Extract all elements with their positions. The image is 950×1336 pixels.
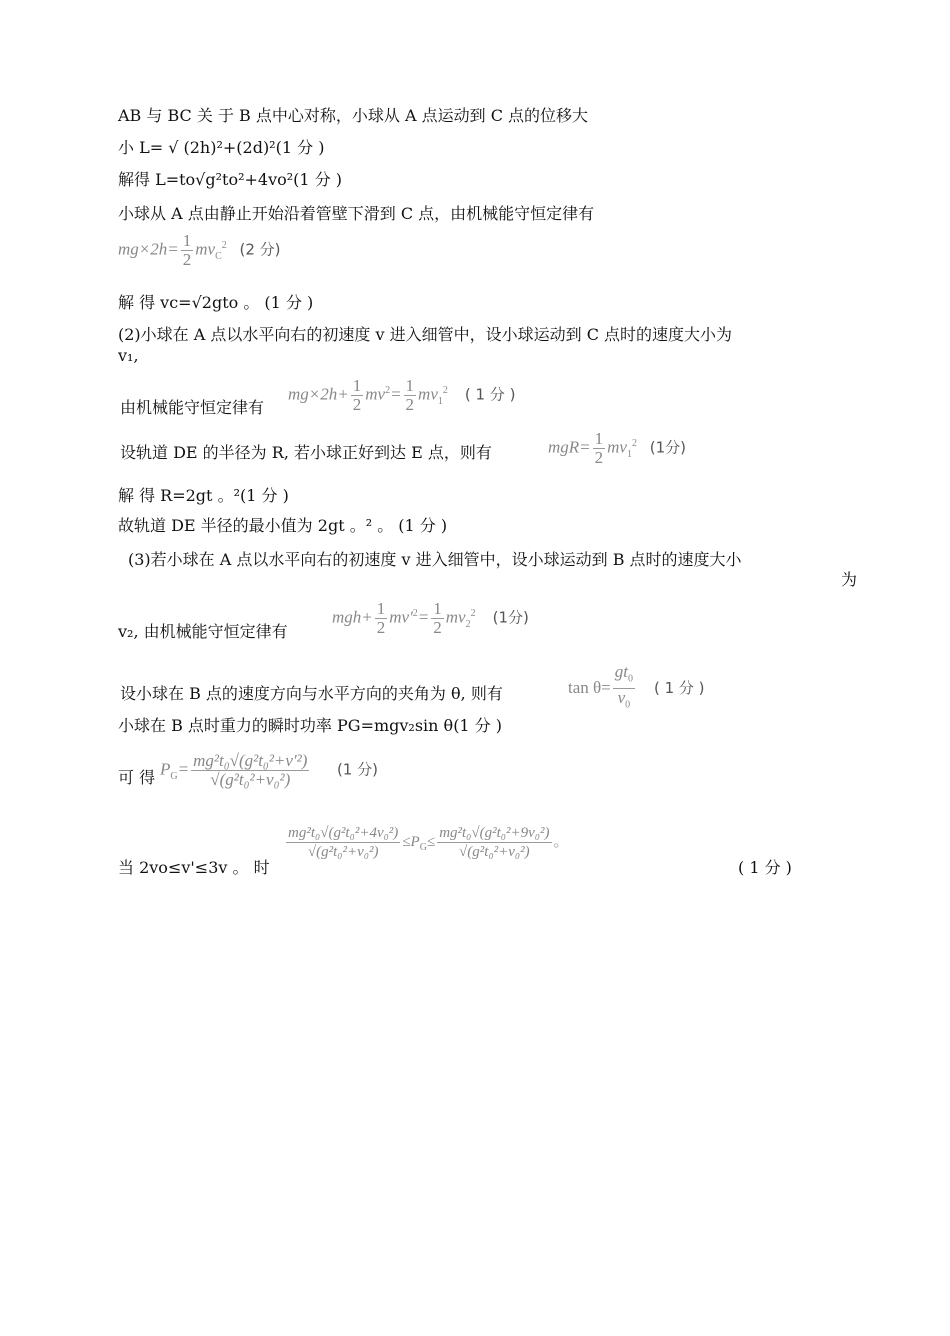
eq-denominator: √(g²t₀²+v₀²): [307, 844, 379, 860]
text-line: 可 得: [118, 768, 156, 787]
text-line: 设小球在 B 点的速度方向与水平方向的夹角为 θ, 则有: [120, 684, 503, 703]
eq-sup: 2: [470, 607, 476, 619]
equation-power: [160, 752, 378, 789]
equation-power-range: [284, 824, 569, 861]
eq-numerator: 1: [405, 376, 415, 395]
eq-text: mv′: [389, 607, 413, 627]
eq-fraction: [431, 600, 444, 637]
text-line: 当 2vo≤v'≤3v 。 时: [118, 858, 270, 877]
eq-text: 。: [553, 833, 569, 850]
eq-denominator: 2: [352, 395, 362, 414]
eq-text: ≤P: [402, 833, 420, 850]
score-label: (2 分): [239, 240, 281, 259]
eq-fraction: [375, 600, 388, 637]
eq-sup: 2: [385, 384, 391, 396]
eq-denominator: 2: [594, 448, 604, 467]
score-label: (1 分): [336, 760, 378, 779]
text-line: 解 得 R=2gt 。²(1 分 ): [118, 486, 289, 505]
eq-numerator: mg²t₀√(g²t₀²+4v₀²): [288, 825, 399, 841]
eq-sub: 1: [626, 448, 632, 460]
eq-text: mv: [445, 607, 466, 627]
eq-sub: G: [170, 770, 178, 782]
eq-numerator: 1: [594, 429, 604, 448]
eq-denominator: 2: [376, 618, 386, 637]
equation-tan-theta: [568, 663, 705, 715]
eq-sup: 2: [221, 239, 227, 251]
eq-text: P: [160, 759, 171, 779]
eq-sub: C: [215, 250, 222, 262]
eq-denominator: 2: [433, 618, 442, 637]
text-line: 解得 L=to√g²to²+4vo²(1 分 ): [118, 170, 343, 189]
eq-denominator: 2: [182, 250, 192, 269]
eq-sup: 2: [631, 437, 637, 449]
eq-numerator: mg²t₀√(g²t₀²+v′²): [193, 751, 308, 770]
eq-text: mv: [607, 437, 627, 457]
eq-numerator: 1: [182, 231, 192, 250]
eq-text: mv: [195, 239, 216, 259]
eq-numerator: 1: [376, 599, 386, 618]
equation-energy-v1: [288, 377, 515, 414]
eq-text: mv: [365, 384, 386, 404]
text-line: v₂, 由机械能守恒定律有: [118, 622, 288, 641]
eq-numerator: 1: [433, 599, 442, 618]
equation-radius: [548, 430, 686, 467]
eq-text: =: [417, 607, 430, 627]
eq-text: =: [177, 759, 190, 779]
text-line: 小球在 B 点时重力的瞬时功率 PG=mgv₂sin θ(1 分 ): [118, 716, 503, 735]
eq-sup: 2: [412, 607, 418, 619]
eq-denominator: v: [617, 688, 626, 708]
equation-energy-v2: [332, 600, 529, 637]
eq-denominator: √(g²t₀²+v₀²): [459, 844, 530, 860]
eq-sub: 1: [437, 395, 443, 407]
eq-text: mg×2h=: [118, 239, 179, 259]
equation-energy-c: [118, 232, 281, 269]
eq-text: mgR=: [548, 437, 591, 457]
eq-sup: 2: [442, 384, 448, 396]
eq-sub: 2: [465, 618, 471, 630]
text-line: (2)小球在 A 点以水平向右的初速度 v 进入细管中，设小球运动到 C 点时的速度大小为: [118, 325, 733, 344]
text-line: 小 L= √ (2h)²+(2d)²(1 分 ): [118, 138, 325, 157]
eq-denominator: 2: [405, 395, 415, 414]
text-line: 设轨道 DE 的半径为 R, 若小球正好到达 E 点，则有: [120, 443, 492, 462]
score-label: (1分): [649, 438, 686, 457]
score-label: ( 1 分 ): [464, 385, 516, 404]
eq-text: mgh+: [332, 607, 373, 627]
text-line: AB 与 BC 关 于 B 点中心对称，小球从 A 点运动到 C 点的位移大: [118, 106, 589, 125]
eq-sub: G: [419, 841, 427, 853]
eq-fraction: [437, 824, 551, 861]
text-line: 小球从 A 点由静止开始沿着管壁下滑到 C 点，由机械能守恒定律有: [118, 204, 595, 223]
score-label: ( 1 分 ): [653, 678, 705, 697]
score-label: ( 1 分 ): [738, 858, 792, 877]
eq-fraction: [351, 377, 364, 414]
eq-fraction: [593, 430, 606, 467]
text-line: 故轨道 DE 半径的最小值为 2gt 。² 。 (1 分 ): [118, 516, 448, 535]
score-label: (1分): [492, 608, 529, 627]
eq-text: tan θ=: [568, 677, 611, 697]
text-line: (3)若小球在 A 点以水平向右的初速度 v 进入细管中，设小球运动到 B 点时的速度大小: [128, 550, 742, 569]
eq-text: ≤: [426, 833, 436, 850]
text-line: 由机械能守恒定律有: [120, 398, 265, 417]
eq-text: mv: [418, 384, 438, 404]
text-line: 为: [841, 570, 858, 589]
eq-text: =: [390, 384, 402, 404]
text-line: v₁,: [118, 346, 139, 365]
eq-numerator: mg²t₀√(g²t₀²+9v₀²): [439, 825, 550, 841]
eq-denominator: √(g²t₀²+v₀²): [210, 770, 291, 789]
eq-sub: 0: [627, 673, 633, 685]
eq-fraction: [191, 752, 309, 789]
eq-numerator: gt: [614, 662, 628, 681]
eq-fraction: [286, 824, 400, 861]
eq-numerator: 1: [352, 376, 362, 395]
eq-text: mg×2h+: [288, 384, 349, 404]
eq-sub: 0: [625, 699, 631, 711]
eq-fraction: [613, 663, 635, 715]
eq-fraction: [181, 232, 194, 269]
text-line: 解 得 vc=√2gto 。 (1 分 ): [118, 293, 314, 312]
eq-fraction: [404, 377, 417, 414]
